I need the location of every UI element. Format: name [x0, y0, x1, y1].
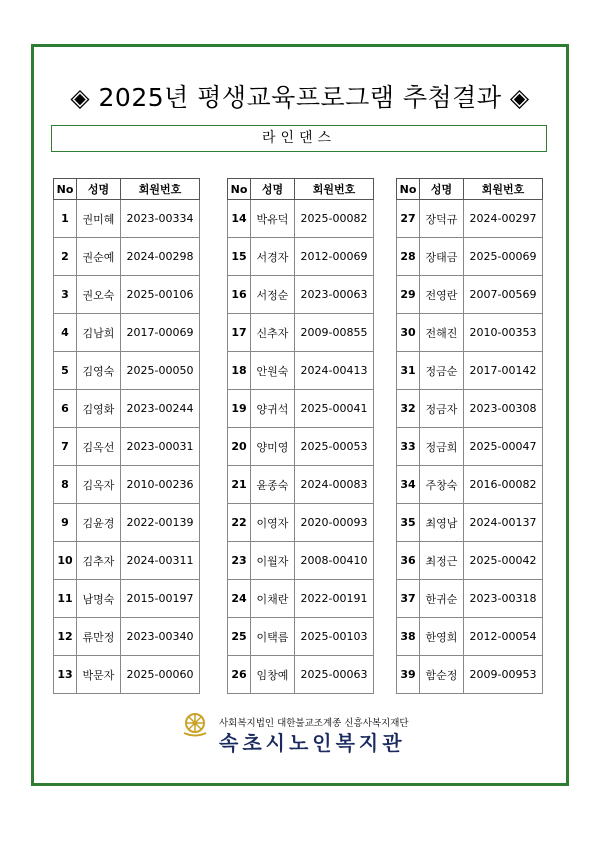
member-id: 2016-00082: [464, 466, 543, 504]
header-member-id: 회원번호: [295, 179, 374, 200]
member-name: 전영란: [420, 276, 464, 314]
member-id: 2009-00953: [464, 656, 543, 694]
table-row: [54, 618, 200, 656]
table-row: [397, 580, 543, 618]
row-number: 29: [397, 276, 420, 314]
result-table-2: [227, 178, 374, 694]
member-id: 2025-00042: [464, 542, 543, 580]
foundation-name: 사회복지법인 대한불교조계종 신흥사복지재단: [219, 718, 409, 729]
table-row: [228, 238, 374, 276]
header-member-id: 회원번호: [121, 179, 200, 200]
table-row: [54, 428, 200, 466]
member-name: 주창숙: [420, 466, 464, 504]
table-row: [228, 580, 374, 618]
member-name: 이채란: [251, 580, 295, 618]
row-number: 22: [228, 504, 251, 542]
table-row: [54, 276, 200, 314]
member-name: 한영희: [420, 618, 464, 656]
table-row: [397, 618, 543, 656]
member-name: 남명숙: [77, 580, 121, 618]
table-row: [54, 656, 200, 694]
table-row: [54, 466, 200, 504]
row-number: 18: [228, 352, 251, 390]
dharma-wheel-icon: [182, 711, 208, 737]
table-row: [397, 542, 543, 580]
member-name: 권순예: [77, 238, 121, 276]
table-header-row: [228, 179, 374, 200]
row-number: 2: [54, 238, 77, 276]
table-row: [54, 504, 200, 542]
member-id: 2007-00569: [464, 276, 543, 314]
table-row: [228, 314, 374, 352]
member-name: 박유덕: [251, 200, 295, 238]
table-row: [228, 466, 374, 504]
member-id: 2023-00340: [121, 618, 200, 656]
table-row: [397, 314, 543, 352]
page-title: ◈ 2025년 평생교육프로그램 추첨결과 ◈: [70, 83, 530, 112]
member-name: 이택름: [251, 618, 295, 656]
table-row: [228, 428, 374, 466]
member-id: 2008-00410: [295, 542, 374, 580]
row-number: 16: [228, 276, 251, 314]
member-id: 2024-00297: [464, 200, 543, 238]
row-number: 19: [228, 390, 251, 428]
table-row: [54, 200, 200, 238]
table-row: [54, 580, 200, 618]
table-row: [397, 466, 543, 504]
row-number: 11: [54, 580, 77, 618]
row-number: 23: [228, 542, 251, 580]
row-number: 7: [54, 428, 77, 466]
member-id: 2024-00137: [464, 504, 543, 542]
member-id: 2025-00047: [464, 428, 543, 466]
member-name: 김영숙: [77, 352, 121, 390]
member-name: 서정순: [251, 276, 295, 314]
member-name: 김윤경: [77, 504, 121, 542]
member-id: 2023-00318: [464, 580, 543, 618]
row-number: 8: [54, 466, 77, 504]
member-name: 임창예: [251, 656, 295, 694]
member-name: 이월자: [251, 542, 295, 580]
member-id: 2024-00298: [121, 238, 200, 276]
row-number: 13: [54, 656, 77, 694]
row-number: 38: [397, 618, 420, 656]
table-row: [228, 504, 374, 542]
member-name: 김추자: [77, 542, 121, 580]
member-id: 2024-00311: [121, 542, 200, 580]
member-id: 2025-00082: [295, 200, 374, 238]
member-id: 2023-00063: [295, 276, 374, 314]
header-no: No: [397, 179, 420, 200]
row-number: 5: [54, 352, 77, 390]
row-number: 26: [228, 656, 251, 694]
table-row: [397, 276, 543, 314]
member-id: 2025-00053: [295, 428, 374, 466]
row-number: 12: [54, 618, 77, 656]
member-id: 2025-00050: [121, 352, 200, 390]
member-name: 장태금: [420, 238, 464, 276]
row-number: 20: [228, 428, 251, 466]
member-name: 김옥선: [77, 428, 121, 466]
table-row: [397, 200, 543, 238]
row-number: 17: [228, 314, 251, 352]
row-number: 34: [397, 466, 420, 504]
member-name: 양미영: [251, 428, 295, 466]
member-id: 2015-00197: [121, 580, 200, 618]
member-name: 최정근: [420, 542, 464, 580]
member-id: 2024-00413: [295, 352, 374, 390]
member-id: 2023-00244: [121, 390, 200, 428]
member-name: 정금희: [420, 428, 464, 466]
row-number: 27: [397, 200, 420, 238]
member-id: 2022-00139: [121, 504, 200, 542]
member-name: 김영화: [77, 390, 121, 428]
member-id: 2010-00236: [121, 466, 200, 504]
member-name: 안원숙: [251, 352, 295, 390]
row-number: 4: [54, 314, 77, 352]
row-number: 37: [397, 580, 420, 618]
member-id: 2024-00083: [295, 466, 374, 504]
row-number: 3: [54, 276, 77, 314]
table-row: [54, 314, 200, 352]
table-header-row: [397, 179, 543, 200]
header-member-id: 회원번호: [464, 179, 543, 200]
member-name: 장덕규: [420, 200, 464, 238]
row-number: 14: [228, 200, 251, 238]
header-no: No: [54, 179, 77, 200]
table-row: [397, 428, 543, 466]
result-table-3: [396, 178, 543, 694]
row-number: 36: [397, 542, 420, 580]
member-id: 2023-00334: [121, 200, 200, 238]
row-number: 15: [228, 238, 251, 276]
table-header-row: [54, 179, 200, 200]
member-id: 2020-00093: [295, 504, 374, 542]
program-name: 라인댄스: [51, 125, 547, 152]
member-name: 박문자: [77, 656, 121, 694]
row-number: 32: [397, 390, 420, 428]
member-name: 김옥자: [77, 466, 121, 504]
table-row: [228, 542, 374, 580]
row-number: 25: [228, 618, 251, 656]
member-name: 윤종숙: [251, 466, 295, 504]
member-id: 2009-00855: [295, 314, 374, 352]
member-name: 서경자: [251, 238, 295, 276]
member-name: 함순정: [420, 656, 464, 694]
member-id: 2023-00031: [121, 428, 200, 466]
table-row: [228, 200, 374, 238]
header-name: 성명: [77, 179, 121, 200]
member-id: 2025-00069: [464, 238, 543, 276]
member-id: 2025-00060: [121, 656, 200, 694]
row-number: 9: [54, 504, 77, 542]
row-number: 1: [54, 200, 77, 238]
member-id: 2025-00103: [295, 618, 374, 656]
table-row: [397, 352, 543, 390]
member-id: 2012-00069: [295, 238, 374, 276]
member-name: 신추자: [251, 314, 295, 352]
member-id: 2017-00142: [464, 352, 543, 390]
table-row: [397, 238, 543, 276]
member-id: 2012-00054: [464, 618, 543, 656]
member-name: 이영자: [251, 504, 295, 542]
member-name: 정금자: [420, 390, 464, 428]
table-row: [228, 656, 374, 694]
table-row: [54, 238, 200, 276]
member-id: 2025-00063: [295, 656, 374, 694]
member-id: 2023-00308: [464, 390, 543, 428]
table-row: [228, 276, 374, 314]
table-row: [397, 656, 543, 694]
table-row: [397, 504, 543, 542]
row-number: 35: [397, 504, 420, 542]
result-table-1: [53, 178, 200, 694]
member-name: 양귀석: [251, 390, 295, 428]
table-row: [54, 542, 200, 580]
table-row: [228, 352, 374, 390]
row-number: 24: [228, 580, 251, 618]
row-number: 28: [397, 238, 420, 276]
member-name: 한귀순: [420, 580, 464, 618]
header-name: 성명: [420, 179, 464, 200]
member-id: 2025-00041: [295, 390, 374, 428]
member-id: 2022-00191: [295, 580, 374, 618]
member-id: 2017-00069: [121, 314, 200, 352]
table-row: [397, 390, 543, 428]
row-number: 33: [397, 428, 420, 466]
organization-name: 속초시노인복지관: [219, 731, 406, 755]
row-number: 10: [54, 542, 77, 580]
member-id: 2010-00353: [464, 314, 543, 352]
row-number: 21: [228, 466, 251, 504]
header-no: No: [228, 179, 251, 200]
row-number: 6: [54, 390, 77, 428]
member-name: 권미혜: [77, 200, 121, 238]
member-name: 최영남: [420, 504, 464, 542]
table-row: [228, 390, 374, 428]
row-number: 39: [397, 656, 420, 694]
table-row: [54, 390, 200, 428]
header-name: 성명: [251, 179, 295, 200]
member-name: 정금순: [420, 352, 464, 390]
row-number: 31: [397, 352, 420, 390]
member-name: 류만정: [77, 618, 121, 656]
member-id: 2025-00106: [121, 276, 200, 314]
member-name: 권오숙: [77, 276, 121, 314]
row-number: 30: [397, 314, 420, 352]
member-name: 김남희: [77, 314, 121, 352]
member-name: 전해진: [420, 314, 464, 352]
table-row: [228, 618, 374, 656]
table-row: [54, 352, 200, 390]
